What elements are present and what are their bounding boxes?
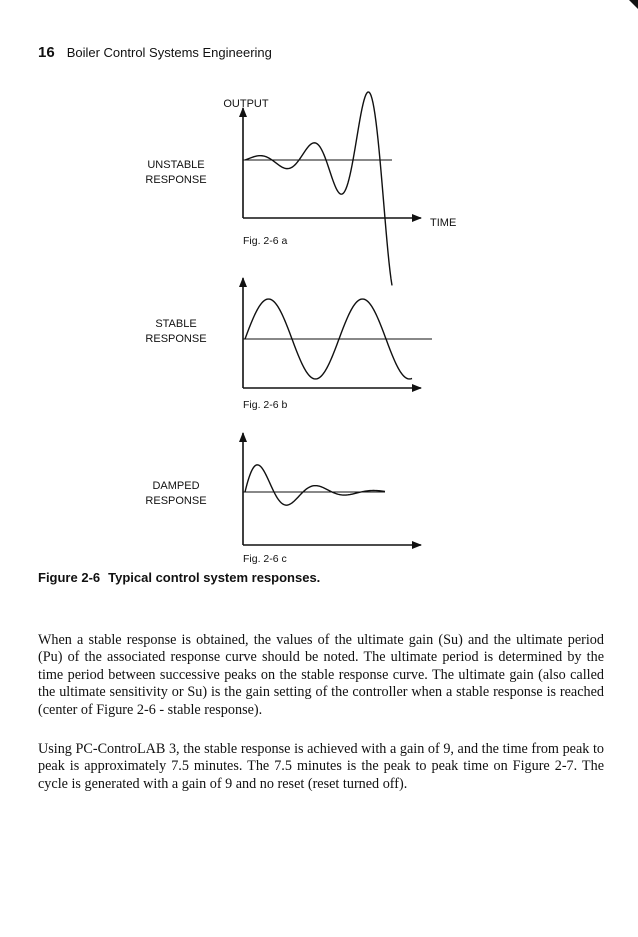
running-title: Boiler Control Systems Engineering bbox=[66, 45, 272, 60]
time-axis-label: TIME bbox=[430, 217, 457, 229]
damped-response-curve bbox=[245, 465, 385, 505]
panel-b-label-line2: RESPONSE bbox=[145, 333, 207, 345]
panel-b-sublabel: Fig. 2-6 b bbox=[243, 399, 288, 411]
panel-a-label-line1: UNSTABLE bbox=[147, 159, 205, 171]
figure-caption-text: Typical control system responses. bbox=[108, 570, 321, 585]
page-number: 16 bbox=[38, 44, 55, 61]
panel-b-label-line1: STABLE bbox=[155, 318, 197, 330]
body-paragraph-1: When a stable response is obtained, the values of the ultimate gain (Su) and the ultimate period (Pu) of the associated response curve should be noted. The ultimate period is determined by the time period between successive peaks on the stable response curve. The ultimate gain (also called the ultimate sensitivity or Su) is the gain setting of the controller when a stable response is reached (center of Figure 2-6 - stable response). bbox=[38, 632, 604, 718]
panel-c-label-line1: DAMPED bbox=[152, 480, 200, 492]
body-paragraph-2: Using PC-ControLAB 3, the stable response is achieved with a gain of 9, and the time from peak to peak is approximately 7.5 minutes. The 7.5 minutes is the peak to peak time on Figure 2-7. The cycle is generated with a gain of 9 and no reset (reset turned off). bbox=[38, 741, 604, 792]
panel-c-label-line2: RESPONSE bbox=[145, 495, 207, 507]
unstable-response-curve bbox=[245, 92, 392, 285]
panel-a-sublabel: Fig. 2-6 a bbox=[243, 235, 288, 247]
figure-caption bbox=[38, 570, 320, 585]
output-axis-label: OUTPUT bbox=[223, 98, 269, 110]
figure-caption-number: Figure 2-6 bbox=[38, 570, 101, 585]
panel-c-sublabel: Fig. 2-6 c bbox=[243, 553, 287, 565]
panel-a-label-line2: RESPONSE bbox=[145, 174, 207, 186]
